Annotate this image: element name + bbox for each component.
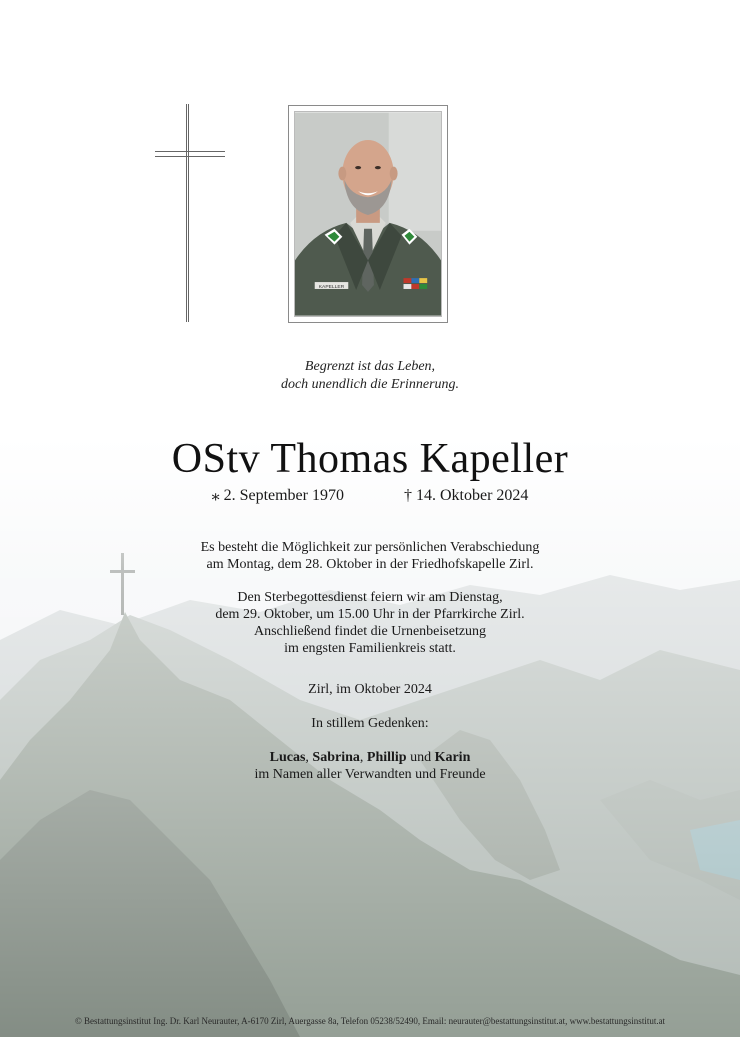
death-cross-icon: †	[403, 487, 412, 504]
quote-line-1: Begrenzt ist das Leben,	[304, 359, 436, 374]
cross-icon-horizontal	[155, 151, 225, 157]
portrait-frame	[288, 105, 448, 323]
mourner-name: Phillip	[366, 750, 407, 765]
service-line-3: Anschließend findet die Urnenbeisetzung	[253, 624, 487, 639]
service-line-2: dem 29. Oktober, um 15.00 Uhr in der Pfarrkirche Zirl.	[215, 607, 525, 622]
remembrance-line: In stillem Gedenken:	[311, 716, 429, 731]
mourner-name: Sabrina	[312, 750, 360, 765]
funeral-home-footer: © Bestattungsinstitut Ing. Dr. Karl Neurauter, A-6170 Zirl, Auergasse 8a, Telefon 05238/52490, Email: neurauter@bestattungsinstitut.at, www.bestattungsinstitut.at	[74, 1016, 666, 1026]
place-date: Zirl, im Oktober 2024	[308, 682, 432, 697]
farewell-line-2: am Montag, dem 28. Oktober in der Friedhofskapelle Zirl.	[206, 557, 534, 572]
name-tag-text: KAPELLER	[318, 284, 345, 290]
mourner-separator: ,	[305, 750, 313, 765]
cross-icon-vertical	[186, 104, 189, 322]
birth-star-icon: ⁎	[211, 487, 220, 504]
death-date-group	[404, 486, 528, 506]
mourner-separator: ,	[359, 750, 367, 765]
mourner-separator: und	[406, 750, 435, 765]
mourners-line-2: im Namen aller Verwandten und Freunde	[254, 767, 486, 782]
mourners-names	[0, 749, 740, 766]
farewell-paragraph	[0, 539, 740, 573]
service-line-4: im engsten Familienkreis statt.	[284, 641, 456, 656]
mourner-name: Karin	[434, 750, 471, 765]
memorial-quote	[0, 358, 740, 394]
service-paragraph	[0, 589, 740, 657]
death-date: 14. Oktober 2024	[415, 487, 529, 504]
birth-date-group	[212, 486, 344, 506]
quote-line-2: doch unendlich die Erinnerung.	[280, 377, 460, 392]
service-line-1: Den Sterbegottesdienst feiern wir am Dienstag,	[237, 590, 503, 605]
portrait-photo	[294, 111, 442, 317]
mourners	[0, 749, 740, 783]
birth-date: 2. September 1970	[223, 487, 344, 504]
deceased-name: OStv Thomas Kapeller	[171, 436, 569, 482]
mourner-name: Lucas	[269, 750, 306, 765]
life-dates	[0, 486, 740, 506]
farewell-line-1: Es besteht die Möglichkeit zur persönlichen Verabschiedung	[200, 540, 540, 555]
